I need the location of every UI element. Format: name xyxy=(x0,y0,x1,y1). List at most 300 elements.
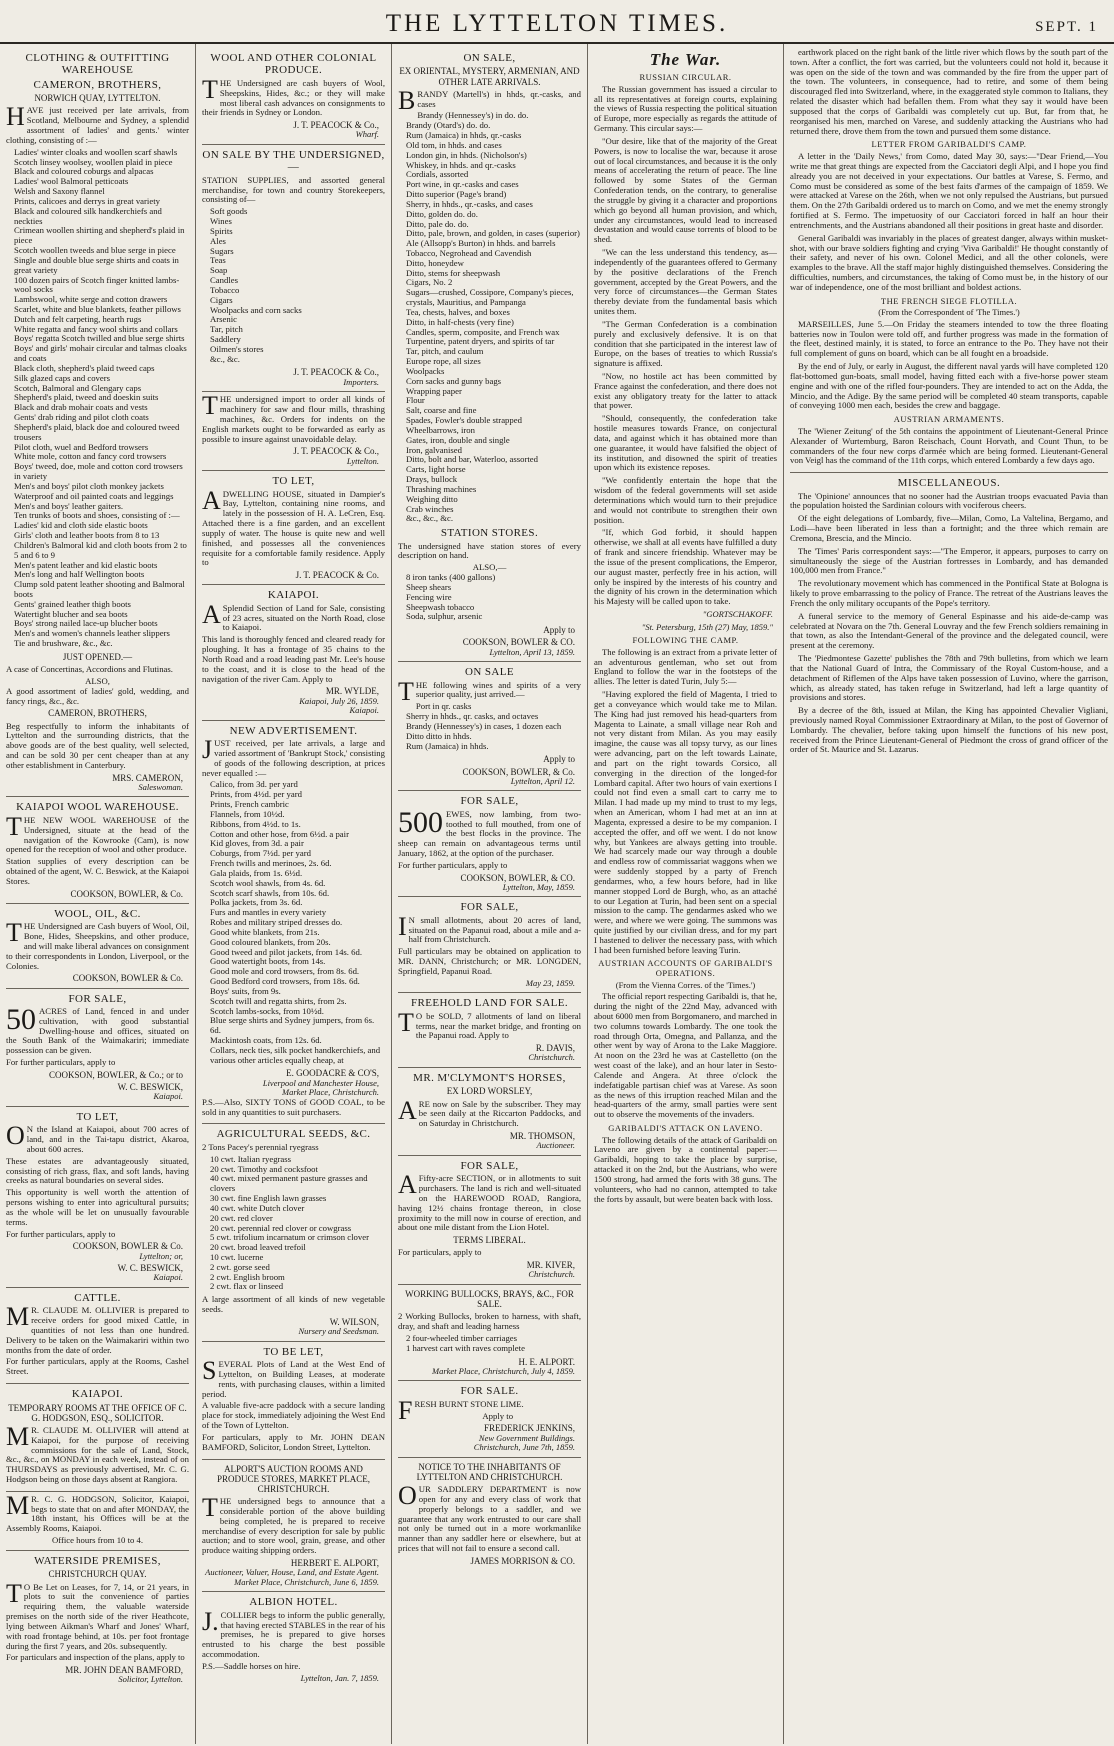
article-paragraph: General Garibaldi was invariably in the places of greatest danger, always within musket-shot, with our brave soldiers fighting and crying 'Viva Garibaldi!' He thought constantly of their safety, and never of his own. Colonel Medici, and all the other colonels, were examples to the brave. All the staff major highly distinguished themselves. Considering the difficulties, numbers, and circumstances, the taking of Como must be, in the history of our war of independence, one of the most brilliant and boldest actions. xyxy=(790,232,1108,292)
ad-kaiapoi-wool xyxy=(6,797,189,903)
ad-signature-place: Lyttelton. xyxy=(346,455,379,466)
list-item: Good coloured blankets, from 20s. xyxy=(210,936,331,947)
list-item: &c., &c., &c. xyxy=(406,513,454,524)
list-item: Spirits xyxy=(210,225,233,236)
list-item: Gents' grained leather thigh boots xyxy=(14,598,131,609)
list-item: Ditto, stems for sheepwash xyxy=(406,267,501,278)
article-body xyxy=(790,320,1108,411)
list-item: Ditto, golden do. do. xyxy=(406,208,478,219)
ad-freehold xyxy=(398,993,581,1068)
article-paragraph: By the end of July, or early in August, the different naval yards will have completed 120 flat-bottomed gun-boats, small model, having fitted each with a five-horse power steam engine and with one of the rifled four-pounders. They are intended to act on the Adda, the Mincio, and the Adige. By the same period will be completed 40 steam transports, capable of conveying 1000 men each, besides the crew and baggage. xyxy=(790,361,1108,411)
list-item: Sheepwash tobacco xyxy=(406,601,475,612)
ad-heading: ON SALE BY THE UNDERSIGNED,— xyxy=(202,148,385,174)
ad-new-advertisement xyxy=(202,721,385,1125)
ad-text: TO be SOLD, 7 allotments of land on liberal terms, near the market bridge, and fronting on the Papanui road. Apply to xyxy=(398,1007,581,1041)
list-item: Ditto, pale, brown, and golden, in cases (superior) xyxy=(406,228,580,239)
ad-text: FRESH BURNT STONE LIME. xyxy=(398,1395,524,1425)
list-item: Cordials, assorted xyxy=(406,169,469,180)
article-paragraph: The revolutionary movement which has commenced in the Pontifical State at Bologna is likely to prove embarrassing to the policy of France. The retreat of the Austrians leaves the French the only military occupants of the Pope's territory. xyxy=(790,578,1108,608)
list-item: Brandy (Hennessey's) in do. do. xyxy=(417,110,529,121)
section-title-miscellaneous: MISCELLANEOUS. xyxy=(790,472,1108,489)
list-item: Thrashing machines xyxy=(406,483,477,494)
ad-text: ADWELLING HOUSE, situated in Dampier's Bay, Lyttelton, containing nine rooms, and lately in the possession of H. A. LeCren, Esq. Attached there is a fine garden, and an excellent supply of water. The house is quite new and well finished, and possesses all the conveniences requisite for a comfortable family residence. Apply to xyxy=(202,485,385,568)
ad-heading: FOR SALE. xyxy=(460,1385,519,1398)
ad-date: Christchurch, June 7th, 1859. xyxy=(473,1442,575,1453)
ad-heading: FOR SALE, xyxy=(460,901,519,914)
list-item: Rum (Jamaica) in hhds. xyxy=(406,740,489,751)
list-item: Calico, from 3d. per yard xyxy=(210,779,298,790)
ad-text: TO Be Let on Leases, for 7, 14, or 21 years, in plots to suit the convenience of parties requiring them, the valuable waterside premises on the north side of the river Heathcote, lying between Aikman's Wharf and Jones' Wharf, with road frontage behind, at 10s. per foot frontage during the first 7 years, and 20s. subsequently. xyxy=(6,1578,189,1651)
goods-list xyxy=(398,1334,581,1354)
article-body xyxy=(790,492,1108,756)
list-item: Ditto ditto in hhds. xyxy=(406,730,472,741)
article-paragraph: Of the eight delegations of Lombardy, five—Milan, Como, La Valtelina, Bergamo, and Lodi—have been liberated in less than a fortnight; and the three which remain are Cremona, Brescia, and the Mincio. xyxy=(790,513,1108,543)
list-item: Prints, from 4½d. per yard xyxy=(210,789,302,800)
article-paragraph: "Should, consequently, the confederation take hostile measures towards France, on conjectural data, and against which it has obtained more than one guarantee, it would have falsified the object of its institution, and disowned the spirit of treaties upon which its existence reposes. xyxy=(594,413,777,473)
ad-big-number: 50 xyxy=(6,1003,36,1036)
ad-date: Kaiapoi, July 26, 1859. xyxy=(299,695,379,706)
list-item: Silk glazed caps and covers xyxy=(14,372,111,383)
ad-text: ON the Island at Kaiapoi, about 700 acres of land, and in the Tai-tapu district, Akaroa, about 600 acres. xyxy=(6,1121,189,1154)
list-item: 10 cwt. Italian ryegrass xyxy=(210,1153,292,1164)
ad-date: Market Place, Christchurch, June 6, 1859. xyxy=(234,1576,379,1587)
list-item: Port wine, in qr.-casks and cases xyxy=(406,179,519,190)
ad-alport xyxy=(202,1460,385,1593)
ad-signature-role: Nursery and Seedsman. xyxy=(298,1326,379,1337)
list-item: 2 cwt. English broom xyxy=(210,1271,285,1282)
article-heading: THE FRENCH SIEGE FLOTILLA. xyxy=(880,295,1018,306)
list-item: Fencing wire xyxy=(406,591,452,602)
list-item: Scotch scarf shawls, from 10s. 6d. xyxy=(210,887,330,898)
ad-heading: MR. M'CLYMONT'S HORSES, xyxy=(413,1072,566,1085)
ad-text: Station supplies of every description can be obtained of the agent, W. C. Beswick, at the Kaiapoi Stores. xyxy=(6,856,189,886)
list-item: Flannels, from 10½d. xyxy=(210,808,285,819)
goods-list xyxy=(202,207,385,364)
list-item: Tea, chests, halves, and boxes xyxy=(406,306,510,317)
article-paragraph: The 'Wiener Zeitung' of the 5th contains the appointment of Lieutenant-General Prince Alexander of Wurtemburg, Baron Reischach, Count Horvath, and Count Thun, to be commanders of the four new corps d'armée which are being formed. Lieutenant-General von Veigl has the command of the 11th corps, which entered Lombardy a few days ago. xyxy=(790,425,1108,466)
ad-text: THE following wines and spirits of a very superior quality, just arrived.— xyxy=(398,676,581,706)
ad-subheading: EX LORD WORSLEY, xyxy=(446,1086,533,1097)
list-item: Drays, bullock xyxy=(406,474,458,485)
list-item: Tar, pitch xyxy=(210,324,243,335)
list-item: Tobacco, Negrohead and Cavendish xyxy=(406,247,532,258)
article-body xyxy=(594,1136,777,1205)
list-item: Woolpacks xyxy=(406,365,445,376)
ad-text: HAVE just received per late arrivals, from Scotland, Melbourne and Sydney, a splendid assortment of ladies' and gents.' winter clothing, consisting of :— xyxy=(6,102,189,145)
list-item: Saddlery xyxy=(210,334,241,344)
list-item: Children's Balmoral kid and cloth boots from 2 to 5 and 6 to 9 xyxy=(14,539,187,560)
ad-subheading: CHRISTCHURCH QUAY. xyxy=(48,1569,147,1580)
ad-heading: KAIAPOI. xyxy=(267,589,320,602)
ad-firm: CAMERON, BROTHERS, xyxy=(33,78,162,91)
ad-signature-place: New Government Buildings. xyxy=(478,1432,575,1443)
list-item: Whiskey, in hhds. and qr.-casks xyxy=(406,159,516,170)
ad-bullocks xyxy=(398,1285,581,1381)
list-item: 2 cwt. flax or linseed xyxy=(210,1281,284,1292)
article-paragraph: By a decree of the 8th, issued at Milan, the King has appointed Chevalier Vigliani, previously named Royal Commissioner Extraordinary at Milan, to the post of Governor of Lombardy. The chevalier, before taking upon himself the functions of his new post, received from the Prince Lieutenant-General of Piedmont the cross of grand officer of the order of St. Maurice and St. Lazarus. xyxy=(790,705,1108,755)
list-item: Ten trunks of boots and shoes, consisting of :— xyxy=(14,510,180,521)
list-item: Dutch and felt carpeting, hearth rugs xyxy=(14,313,142,324)
article-signature: "GORTSCHAKOFF. xyxy=(702,609,773,620)
list-item: 10 cwt. lucerne xyxy=(210,1252,264,1262)
ad-text: For particulars, apply to Mr. JOHN DEAN BAMFORD, Solicitor, London Street, Lyttelton. xyxy=(202,1431,385,1452)
ad-signature: J. T. PEACOCK & Co. xyxy=(295,570,379,581)
section-title-the-war: The War. xyxy=(649,50,722,69)
list-item: Prints, French cambric xyxy=(210,799,289,810)
ad-place: NORWICH QUAY, LYTTELTON. xyxy=(34,93,161,104)
list-item: 8 iron tanks (400 gallons) xyxy=(406,572,496,583)
ad-text-body: EWES, now lambing, from two-toothed to full mouthed, from one of the best flocks in the province. The sheep can remain on advantageous terms until January, 1862, at the option of the purchaser. xyxy=(398,808,581,858)
article-source: (From the Correspondent of 'The Times.') xyxy=(878,307,1020,318)
ad-text: MR. CLAUDE M. OLLIVIER is prepared to receive orders for good mixed Cattle, in quantities of not less than one hundred. Delivery to be taken on the Waimakariri within two months from the date of order. xyxy=(6,1302,189,1355)
article-source: (From the Vienna Corres. of the 'Times.') xyxy=(615,979,756,990)
list-item: Black and coloured silk handkerchiefs and neckties xyxy=(14,205,162,226)
ad-signature: MRS. CAMERON, xyxy=(112,772,183,783)
list-item: Black cloth, shepherd's plaid tweed caps xyxy=(14,362,155,373)
ad-signature: MR. JOHN DEAN BAMFORD, xyxy=(65,1665,183,1676)
list-item: Europe rope, all sizes xyxy=(406,356,481,367)
goods-list xyxy=(6,148,189,649)
ad-signature: W. C. BESWICK, xyxy=(117,1082,183,1093)
ad-heading: CLOTHING & OUTFITTING WAREHOUSE xyxy=(25,52,170,77)
list-item: Men's patent leather and kid elastic boots xyxy=(14,559,158,570)
list-item: 30 cwt. fine English lawn grasses xyxy=(210,1193,327,1204)
list-item: Candles, sperm, composite, and French wax xyxy=(406,326,560,337)
ad-machinery xyxy=(202,392,385,471)
ad-signature-place: Kaiapoi. xyxy=(153,1272,183,1283)
list-item: White regatta and fancy wool shirts and collars xyxy=(14,323,178,334)
ad-signature: E. GOODACRE & CO'S, xyxy=(286,1068,379,1079)
ad-clothing-warehouse xyxy=(6,48,189,797)
ad-signature-role: Auctioneer, Valuer, House, Land, and Estate Agent. xyxy=(205,1567,379,1578)
list-item: 40 cwt. mixed permanent pasture grasses and clovers xyxy=(210,1173,368,1194)
ad-signature: COOKSON, BOWLER, & Co. xyxy=(70,888,183,899)
list-item: Teas xyxy=(210,255,226,266)
list-item: French twills and merinoes, 2s. 6d. xyxy=(210,858,332,869)
list-item: Good watertight boots, from 14s. xyxy=(210,956,326,967)
ad-big-number: 500 xyxy=(398,805,443,839)
ad-heading: WOOL, OIL, &C. xyxy=(54,907,141,920)
list-item: White mole, cotton and fancy cord trowsers xyxy=(14,451,167,462)
ad-text: For particulars and inspection of the plans, apply to xyxy=(6,1652,185,1663)
ad-text: 2 Tons Pacey's perennial ryegrass xyxy=(202,1141,319,1152)
ad-albion-hotel xyxy=(202,1592,385,1687)
list-item: Soft goods xyxy=(210,206,248,217)
ad-text: AFifty-acre SECTION, or in allotments to suit purchasers. The land is rich and well-situated on the HAREWOOD ROAD, Rangiora, having 12½ chains frontage thereon, in close proximity to the mill now in course of erection, and about one mile distant from the Lion Hotel. xyxy=(398,1170,581,1233)
list-item: Gents' drab riding and pilot cloth coats xyxy=(14,412,149,423)
list-item: 100 dozen pairs of Scotch finger knitted lambs-wool socks xyxy=(14,274,180,295)
ad-text: THE undersigned import to order all kinds of machinery for saw and flour mills, thrashing machines, &c. Orders for indents on the English markets ought to be forwarded as early as possible to insure against unavoidable delay. xyxy=(202,391,385,444)
ad-to-let-island xyxy=(6,1107,189,1288)
column-2 xyxy=(196,44,392,1744)
ad-kaiapoi-rooms xyxy=(6,1384,189,1492)
ad-saddlery xyxy=(398,1458,581,1570)
list-item: Wines xyxy=(210,216,232,227)
goods-list xyxy=(398,702,581,751)
ad-text-body: ACRES of Land, fenced in and under cultivation, with good substantial Dwelling-house and offices, situated on the South Bank of the Waimakariri; immediate possession can be given. xyxy=(6,1006,189,1056)
ad-text: 2 Working Bullocks, broken to harness, with shaft, dray, and shaft and leading harness xyxy=(398,1311,581,1332)
ad-date: Lyttelton, May, 1859. xyxy=(502,881,575,892)
list-item: Good mole and cord trowsers, from 8s. 6d. xyxy=(210,966,360,977)
list-item: Sheep shears xyxy=(406,581,452,592)
list-item: 20 cwt. perennial red clover or cowgrass xyxy=(210,1222,352,1233)
list-item: Scotch lambs-socks, from 10½d. xyxy=(210,1005,324,1016)
ad-text: This land is thoroughly fenced and cleared ready for ploughing. It has a frontage of 35 chains to the North Road and a road leading past Mr. Lee's house to the coast, and it is close to the head of the navigation of the river Cam. Apply to xyxy=(202,634,385,684)
article-heading: LETTER FROM GARIBALDI'S CAMP. xyxy=(871,139,1027,150)
ad-subheading: EX ORIENTAL, MYSTERY, ARMENIAN, AND OTHER LATE ARRIVALS. xyxy=(399,66,580,87)
list-item: Iron, galvanised xyxy=(406,444,462,455)
list-item: Cotton and other hose, from 6½d. a pair xyxy=(210,828,349,839)
ad-text xyxy=(398,805,581,859)
list-item: Men's and women's channels leather slippers xyxy=(14,628,170,639)
ad-also: ALSO,— xyxy=(472,562,507,573)
article-paragraph: "Our desire, like that of the majority of the Great Powers, is now to localise the war, because it arose out of local circumstances, and because it is the only means of accelerating the return of peace. The line followed by some States of the German Confederation tends, on the contrary, to generalise the struggle by giving it a character and proportions which go beyond all human provision, and which, under any circumstances, would lead to increased devastation and would cause torrents of blood to be shed. xyxy=(594,135,777,245)
list-item: Blue serge shirts and Sydney jumpers, from 6s. 6d. xyxy=(210,1015,375,1036)
ad-station-supplies xyxy=(202,145,385,392)
ad-hodgson xyxy=(6,1492,189,1551)
list-item: Mackintosh coats, from 12s. 6d. xyxy=(210,1034,322,1045)
list-item: Soap xyxy=(210,265,228,276)
ad-signature-role: Saleswoman. xyxy=(138,781,183,792)
ad-text xyxy=(6,1003,189,1056)
ad-heading: ALBION HOTEL. xyxy=(249,1596,338,1609)
list-item: Men's long and half Wellington boots xyxy=(14,569,145,580)
list-item: Welsh and Saxony flannel xyxy=(14,186,105,197)
list-item: Ditto, honeydew xyxy=(406,257,464,268)
list-item: Corn sacks and gunny bags xyxy=(406,375,502,386)
list-item: Scotch, Balmoral and Glengary caps xyxy=(14,382,142,393)
ad-heading: TO BE LET, xyxy=(263,1345,324,1358)
ad-date: Lyttelton, Jan. 7, 1859. xyxy=(300,1672,379,1683)
list-item: Scarlet, white and blue blankets, feather pillows xyxy=(14,303,181,314)
list-item: Watertight blucher and sea boots xyxy=(14,608,128,619)
goods-list xyxy=(202,1155,385,1293)
masthead xyxy=(0,0,1114,44)
ad-signature: MR. WYLDE, xyxy=(325,686,379,697)
ad-signature: MR. THOMSON, xyxy=(509,1131,575,1142)
article-paragraph: The 'Opinione' announces that no sooner had the Austrian troops evacuated Pavia than the population hoisted the Sardinian colours with vociferous cheers. xyxy=(790,490,1108,511)
article-paragraph: The 'Times' Paris correspondent says:—"The Emperor, it appears, purposes to carry on simultaneously the siege of the Austrian fortresses in Lombardy, and has demanded 100,000 men from France." xyxy=(790,545,1108,576)
ad-wool-oil xyxy=(6,904,189,989)
list-item: Rum (Jamaica) in hhds, qr.-casks xyxy=(406,130,522,141)
list-item: Girls' cloth and leather boots from 8 to 13 xyxy=(14,530,160,541)
article-paragraph: "If, which God forbid, it should happen otherwise, we shall at all events have fulfilled a duty of frank and sincere friendship. Whatever may be the issue of the present complications, the Emperor, our august master, perfectly free in his action, will only be inspired by the interests of his country and the dignity of his crown in the determination which his Majesty will be called upon to take. xyxy=(594,527,777,607)
list-item: Carts, light horse xyxy=(406,464,466,475)
list-item: Soda, sulphur, arsenic xyxy=(406,611,483,622)
list-item: Tie and brushware, &c., &c. xyxy=(14,638,113,649)
ad-text: J.COLLIER begs to inform the public generally, that having erected STABLES in the rear of his premises, he is prepared to give horses entrusted to his charge the best possible accommodation. xyxy=(202,1606,385,1660)
list-item: Boys' suits, from 9s. xyxy=(210,985,281,996)
list-item: Good Bedford cord trowsers, from 18s. 6d. xyxy=(210,976,360,987)
list-item: Scotch linsey woolsey, woollen plaid in piece xyxy=(14,156,173,167)
ad-signature: J. T. PEACOCK & Co., xyxy=(293,120,379,131)
list-item: Ladies' winter cloaks and woollen scarf shawls xyxy=(14,146,178,157)
ad-signature-place: Kaiapoi. xyxy=(153,1091,183,1102)
list-item: Ladies' kid and cloth side elastic boots xyxy=(14,520,148,531)
list-item: Sugars—crushed, Cossipore, Company's pieces, crystals, Mauritius, and Pampanga xyxy=(406,287,574,308)
ad-signature: COOKSON, BOWLER & CO. xyxy=(462,637,575,648)
list-item: Boys' strong nailed lace-up blucher boots xyxy=(14,618,158,629)
list-item: 40 cwt. white Dutch clover xyxy=(210,1202,305,1213)
article-heading: RUSSIAN CIRCULAR. xyxy=(639,72,732,83)
ad-signature-place: Solicitor, Lyttelton. xyxy=(118,1674,183,1685)
list-item: Oilmen's stores xyxy=(210,343,264,354)
ad-text: OUR SADDLERY DEPARTMENT is now open for any and every class of work that properly belongs to a saddler, and we guarantee that any work entrusted to our care shall not only be turned out in a more workmanlike manner than any saddler here or elsewhere, but at prices that will not fail to ensure a second call. xyxy=(398,1481,581,1554)
list-item: 5 cwt. trifolium incarnatum or crimson clover xyxy=(210,1232,369,1243)
list-item: Kid gloves, from 3d. a pair xyxy=(210,838,304,849)
ad-signature: R. DAVIS, xyxy=(535,1043,575,1054)
list-item: Waterproof and oil painted coats and leggings xyxy=(14,490,174,501)
ad-heading: NEW ADVERTISEMENT. xyxy=(229,724,358,737)
article-paragraph: The following is an extract from a private letter of an adventurous gentleman, who set out from England to follow the war in the footsteps of the allies. The letter is dated Turin, July 5:— xyxy=(594,646,777,687)
list-item: Ditto, pale do. do. xyxy=(406,218,469,229)
ad-text: A case of Concertinas, Accordions and Flutinas. xyxy=(6,664,173,675)
ad-heading: FREEHOLD LAND FOR SALE. xyxy=(410,997,569,1010)
ad-text: For further particulars, apply to xyxy=(6,1228,116,1239)
ad-text: SEVERAL Plots of Land at the West End of Lyttelton, on Building Leases, at moderate rents, with purchasing clauses, within a limited period. xyxy=(202,1356,385,1399)
ad-heading: ON SALE xyxy=(465,666,514,679)
list-item: Men's and boys' pilot cloth monkey jackets xyxy=(14,480,164,491)
list-item: Brandy (Otard's) do. do. xyxy=(406,120,491,131)
article-paragraph: The Russian government has issued a circular to all its representatives at foreign courts, explaining the views of Russia respecting the political situation of Europe, more especially as regards the attitude of Germany. This circular says:— xyxy=(594,83,777,134)
article-body xyxy=(594,992,777,1120)
list-item: 2 four-wheeled timber carriages xyxy=(406,1332,518,1343)
list-item: Woolpacks and corn sacks xyxy=(210,304,302,315)
list-item: Brandy (Hennessey's) in cases, 1 dozen each xyxy=(406,720,562,731)
ad-signature: FREDERICK JENKINS, xyxy=(483,1423,575,1434)
article-dateline: "St. Petersburg, 15th (27) May, 1859." xyxy=(641,621,773,632)
ad-heading: NOTICE TO THE INHABITANTS OF LYTTELTON AND CHRISTCHURCH. xyxy=(416,1461,563,1482)
ad-date: May 23, 1859. xyxy=(525,977,575,988)
ad-signature: HERBERT E. ALPORT, xyxy=(290,1558,379,1569)
list-item: Crab winches xyxy=(406,503,454,514)
ad-firm: CAMERON, BROTHERS, xyxy=(48,708,147,719)
ad-signature: W. WILSON, xyxy=(329,1316,379,1327)
ad-text: For particulars, apply to xyxy=(398,1247,482,1258)
list-item: Ditto, bolt and bar, Waterloo, assorted xyxy=(406,454,538,465)
list-item: Shepherd's plaid, tweed and doeskin suits xyxy=(14,392,159,403)
ad-to-be-let xyxy=(202,1342,385,1460)
ad-text: A good assortment of ladies' gold, wedding, and fancy rings, &c., &c. xyxy=(6,685,189,706)
list-item: Single and double blue serge shirts and coats in great variety xyxy=(14,254,179,275)
ad-text: THE NEW WOOL WAREHOUSE of the Undersigned, situate at the head of the navigation of the Kowrooke (Cam), is now opened for the reception of wool and other produce. xyxy=(6,811,189,855)
ad-apply: Apply to xyxy=(482,1410,514,1421)
article-paragraph: The following details of the attack of Garibaldi on Laveno are given by a continental paper:—Garibaldi, hoping to take the place by surprise, attacked it on the 2nd, but the Austrians, who were 1500 strong, had armed the forts with 38 guns. The volunteers, who had no cannon, attempted to take the forts by assault, but were beaten back with loss. xyxy=(594,1134,777,1204)
list-item: Coburgs, from 7½d. per yard xyxy=(210,848,311,859)
list-item: Lambswool, white serge and cotton drawers xyxy=(14,294,168,305)
list-item: Flour xyxy=(406,395,425,406)
ad-signature: J. T. PEACOCK & Co., xyxy=(293,367,379,378)
ad-signature-place: Christchurch. xyxy=(528,1052,575,1063)
article-body xyxy=(594,648,777,956)
article-paragraph: "The German Confederation is a combination purely and exclusively defensive. It is on that condition that she participated in the interest law of Europe, on the bases of treaties to which Russia's signature is affixed. xyxy=(594,318,777,369)
list-item: Ditto superior (Page's brand) xyxy=(406,189,507,200)
ad-signature-place: Wharf. xyxy=(355,129,379,140)
ad-text: For further particulars, apply at the Rooms, Cashel Street. xyxy=(6,1356,189,1377)
list-item: Cigars, No. 2 xyxy=(406,277,453,288)
ad-ewes xyxy=(398,791,581,897)
goods-list xyxy=(398,111,581,524)
list-item: Sherry, in hhds., qr.-casks, and cases xyxy=(406,198,533,209)
ad-terms: TERMS LIBERAL. xyxy=(453,1235,526,1246)
list-item: 20 cwt. broad leaved trefoil xyxy=(210,1242,306,1253)
list-item: Sherry in hhds., qr. casks, and octaves xyxy=(406,711,539,722)
list-item: Crimean woollen shirting and shepherd's plaid in piece xyxy=(14,225,185,246)
ad-text: P.S.—Saddle horses on hire. xyxy=(202,1660,301,1671)
article-paragraph: The official report respecting Garibaldi is, that he, during the night of the 22nd May, advanced with about 6000 men from Borgomanero, and marched in two columns towards Lombardy. The one took the road through Orta, Omegna, and Pallanza, and the other went by way of Arona to the Lake Maggiore. At noon on the 23rd he was at Castelletto (on the west coast of the lake), and an hour later in Sesto-Calende and Angera. At three o'clock the indefatigable partisan chief was at Varese. As soon as the news of this irruption reached Milan and the head-quarters of the army, small parties were sent out to observe the movements of the invaders. xyxy=(594,991,777,1120)
ad-subheading: JUST OPENED.— xyxy=(62,651,133,662)
list-item: Spades, Fowler's double strapped xyxy=(406,415,522,426)
ad-text: A valuable five-acre paddock with a secure landing place for stock, immediately adjoining the West End of the Town of Lyttelton. xyxy=(202,1400,385,1431)
article-heading: GARIBALDI'S ATTACK ON LAVENO. xyxy=(608,1123,763,1134)
ad-text: STATION SUPPLIES, and assorted general merchandise, for town and country Storekeepers, consisting of— xyxy=(202,174,385,205)
article-paragraph: "Having explored the field of Magenta, I tried to get a conveyance which would take me to Milan. The King had just removed his head-quarters from Magenta to Lainate, a small village near Roh and not very distant from Milan. As you may easily imagine, the cause was all topsy turvy, as our lines were advancing, part on the left towards Lainate, and part on the right towards Corsico, all converging in the direction of the longed-for Lombard capital. After two hours of vain exertions I could not find even a small cart to carry me to Milan. I had made up my mind to trust to my legs, when an American, whom I had met at an inn at Magenta, expressed a desire to be my companion. I accepted the offer, and off we went. I do not know why, but Yankees are always getting into trouble. We had scarcely made our way through a double and endless row of commissariat waggons when we were suddenly stopped by a party of French gendarmes, who, a few hours before, had in like manner stopped Lord de Burgh, who, as an attaché to our Legation at Turin, had been sent on a special mission to the camp. The gendarmes asked who we were, and where we were going. The summons was quite justified by our civilian dress, and for my part I hastened to deliver the necessary pass, with which I had been furnished before leaving Turin. xyxy=(594,689,777,955)
article-paragraph: earthwork placed on the right bank of the little river which flows by the south part of the town. After a conflict, the fort was carried, but the volunteers could not hold it, because it was open on the side of the town and was commanded by the fire from the upper part of the town. The volunteers, in consequence, had to retire, and some of them being discouraged fled into Switzerland, where, in the exaggerated style common to Italians, they related the disaster which had befallen them. From what they say it would have been supposed that the corps of Garibaldi was completely cut up. But, far from that, he reorganised his men, marched on Varese, and suddenly attacking the Austrians who had returned there, drove them from the town and pursued them some distance. xyxy=(790,47,1108,136)
article-paragraph: "We confidently entertain the hope that the wisdom of the federal governments will set aside determinations which would turn to their prejudice and would not contribute to strengthen their own position. xyxy=(594,475,777,525)
list-item: Gala plaids, from 1s. 6½d. xyxy=(210,867,303,878)
ad-text: THE Undersigned are Cash buyers of Wool, Oil, Bone, Hides, Sheepskins, and other produce, and will make liberal advances on consignment to their correspondents in London, Liverpool, or the Colonies. xyxy=(6,918,189,971)
list-item: Good tweed and pilot jackets, from 14s. 6d. xyxy=(210,946,363,957)
goods-list xyxy=(398,573,581,622)
ad-text: ARE now on Sale by the subscriber. They may be seen daily at the Riccarton Paddocks, and on Saturday in Christchurch. xyxy=(398,1095,581,1129)
list-item: &c., &c. xyxy=(210,353,240,364)
ad-oriental xyxy=(398,48,581,662)
list-item: Boys' tweed, doe, mole and cotton cord trowsers in variety xyxy=(14,461,183,482)
article-heading: AUSTRIAN ACCOUNTS OF GARIBALDI'S OPERATIONS. xyxy=(598,958,773,979)
issue-date: SEPT. 1 xyxy=(1035,19,1098,35)
ad-date: Market Place, Christchurch, July 4, 1859. xyxy=(432,1365,575,1376)
list-item: Good white blankets, from 21s. xyxy=(210,926,320,937)
ad-signature-place: Christchurch. xyxy=(528,1269,575,1280)
newspaper-title: THE LYTTELTON TIMES. xyxy=(385,10,729,37)
ad-heading: AGRICULTURAL SEEDS, &C. xyxy=(216,1128,371,1141)
list-item: Pilot cloth, wuel and Bedford trowsers xyxy=(14,441,149,452)
ad-signature: H. E. ALPORT. xyxy=(518,1356,575,1367)
ad-signature-role: Auctioneer. xyxy=(536,1140,575,1151)
list-item: Tar, pitch, and caulum xyxy=(406,346,484,357)
ad-text: For further particulars, apply to xyxy=(6,1057,116,1068)
ad-text: These estates are advantageously situated, consisting of rich grass, flax, and soft lands, having creeks as natural boundaries on several sides. xyxy=(6,1155,189,1186)
list-item: Gates, iron, double and single xyxy=(406,434,510,445)
list-item: Ribbons, from 4½d. to 1s. xyxy=(210,818,301,829)
list-item: Cigars xyxy=(210,294,233,305)
list-item: Ladies' wool Balmoral petticoats xyxy=(14,176,129,187)
list-item: Scotch twill and regatta shirts, from 2s. xyxy=(210,995,347,1006)
column-4 xyxy=(588,44,784,1744)
ad-heading: ALPORT'S AUCTION ROOMS AND PRODUCE STORES, MARKET PLACE, CHRISTCHURCH. xyxy=(217,1463,370,1494)
list-item: Sugars xyxy=(210,245,234,256)
article-paragraph: A letter in the 'Daily News,' from Como, dated May 30, says:—"Dear Friend,—You write me that great things are expected from the Cacciatori degli Alpi, and I hope you find already you are not deceived in your expectations. Our battles at Varese, S. Fermo, and Como must be considered as some of the best faits d'armes of the campaign of 1859. We were attacked at Varese on the 26th, when we not only repulsed the Austrians, but pursued them. On the 27th Garibaldi ordered us to march on Como, and we met the enemy strongly fortified at S. Fermo. The impetuosity of our Cacciatori forced in half an hour their entrenchments, and the Austrians abandoned all their positions in great haste and disorder. xyxy=(790,151,1108,230)
ad-date: Lyttelton, April 13, 1859. xyxy=(489,646,575,657)
ad-hours: Office hours from 10 to 4. xyxy=(51,1535,144,1546)
ad-text: This opportunity is well worth the attention of persons wishing to enter into agricultural pursuits; as the whole will be let on unusually favourable terms. xyxy=(6,1187,189,1227)
ad-text: ASplendid Section of Land for Sale, consisting of 23 acres, situated on the North Road, close to Kaiapoi. xyxy=(202,599,385,633)
list-item: Men's and boys' leather gaiters. xyxy=(14,500,124,511)
ad-text: For further particulars, apply to xyxy=(398,859,508,870)
ad-text: THE Undersigned are cash buyers of Wool, Sheepskins, Hides, &c.; or they will make most liberal cash advances on consignments to their friends in Sydney or London. xyxy=(202,74,385,118)
list-item: Wheelbarrows, iron xyxy=(406,424,475,435)
ad-signature-place: Lyttelton; or, xyxy=(139,1250,183,1261)
list-item: Turpentine, patent dryers, and spirits of tar xyxy=(406,336,555,347)
list-item: Weighing ditto xyxy=(406,493,458,504)
ad-dwelling-house xyxy=(202,471,385,585)
article-body xyxy=(790,427,1108,466)
list-item: 1 harvest cart with raves complete xyxy=(406,1342,525,1353)
ad-text: MR. CLAUDE M. OLLIVIER will attend at Kaiapoi, for the purpose of receiving commissions for the sale of Land, Stock, &c., &c., on MONDAY in each week, instead of on THURSDAYS as previously advertised, Mr. C. G. Hodgson being on those days absent at Rangiora. xyxy=(6,1421,189,1484)
ad-also: ALSO, xyxy=(85,675,110,686)
column-1 xyxy=(0,44,196,1744)
ad-kaiapoi-land xyxy=(202,585,385,720)
